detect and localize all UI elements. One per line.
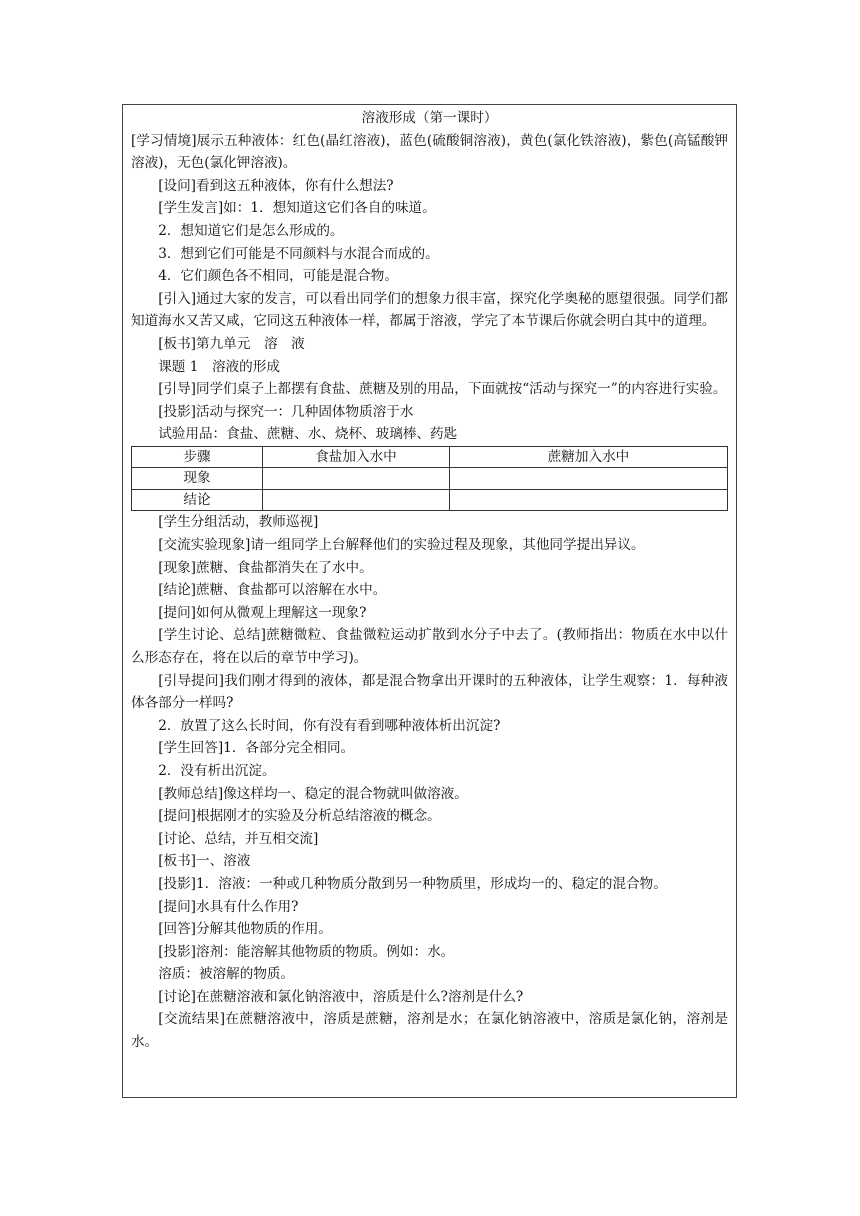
table-cell: 现象 bbox=[132, 468, 263, 490]
table-header-cell: 步骤 bbox=[132, 446, 263, 468]
paragraph: [交流实验现象]请一组同学上台解释他们的实验过程及现象，其他同学提出异议。 bbox=[158, 537, 645, 553]
paragraph: 2．没有析出沉淀。 bbox=[158, 762, 276, 779]
paragraph: 2．想知道它们是怎么形成的。 bbox=[158, 222, 344, 239]
paragraph: [交流结果]在蔗糖溶液中，溶质是蔗糖，溶剂是水；在氯化钠溶液中，溶质是氯化钠，溶剂是水。 bbox=[131, 1011, 728, 1051]
paragraph: [回答]分解其他物质的作用。 bbox=[158, 921, 332, 938]
experiment-table bbox=[131, 446, 728, 512]
paragraph: [引入]通过大家的发言，可以看出同学们的想象力很丰富，探究化学奥秘的愿望很强。同学们都知道海水又苦又咸，它同这五种液体一样，都属于溶液，学完了本节课后你就会明白其中的道理。 bbox=[131, 290, 728, 330]
paragraph: [投影]溶剂：能溶解其他物质的物质。例如：水。 bbox=[158, 943, 455, 960]
paragraph: [引导提问]我们刚才得到的液体，都是混合物拿出开课时的五种液体，让学生观察：1．每种液体各部分一样吗? bbox=[131, 672, 728, 712]
paragraphs-after bbox=[131, 511, 728, 1053]
table-row bbox=[132, 468, 728, 490]
paragraph: [学习情境]展示五种液体：红色(晶红溶液)，蓝色(硫酸铜溶液)，黄色(氯化铁溶液)，紫色(高锰酸钾溶液)，无色(氯化钾溶液)。 bbox=[131, 132, 728, 172]
paragraph: [现象]蔗糖、食盐都消失在了水中。 bbox=[158, 559, 373, 576]
paragraphs-before bbox=[131, 130, 728, 446]
table-header-cell: 食盐加入水中 bbox=[263, 446, 450, 468]
paragraph: [教师总结]像这样均一、稳定的混合物就叫做溶液。 bbox=[158, 785, 468, 802]
paragraph: [投影]活动与探究一：几种固体物质溶于水 bbox=[158, 403, 414, 420]
table-cell bbox=[450, 468, 728, 490]
lesson-content bbox=[131, 107, 728, 1054]
table-header-cell: 蔗糖加入水中 bbox=[450, 446, 728, 468]
table-cell bbox=[450, 489, 728, 511]
lesson-title: 溶液形成（第一课时） bbox=[361, 110, 498, 126]
paragraph: [结论]蔗糖、食盐都可以溶解在水中。 bbox=[158, 582, 387, 599]
paragraph: [讨论]在蔗糖溶液和氯化钠溶液中，溶质是什么?溶剂是什么? bbox=[158, 988, 524, 1005]
paragraph: 3．想到它们可能是不同颜料与水混合而成的。 bbox=[158, 245, 439, 262]
table-row bbox=[132, 489, 728, 511]
paragraph: [引导]同学们桌子上都摆有食盐、蔗糖及别的用品，下面就按“活动与探究一”的内容进行实验。 bbox=[158, 381, 727, 398]
paragraph: 课题 1 溶液的形成 bbox=[158, 358, 280, 375]
paragraph: [板书]一、溶液 bbox=[158, 853, 251, 870]
paragraph: [提问]如何从微观上理解这一现象? bbox=[158, 604, 367, 621]
paragraph: [学生分组活动，教师巡视] bbox=[158, 514, 319, 531]
paragraph: 2．放置了这么长时间，你有没有看到哪种液体析出沉淀? bbox=[158, 717, 501, 734]
paragraph: 4．它们颜色各不相同，可能是混合物。 bbox=[158, 268, 398, 285]
paragraph: [板书]第九单元 溶 液 bbox=[158, 335, 305, 352]
table-cell: 结论 bbox=[132, 489, 263, 511]
table-cell bbox=[263, 468, 450, 490]
lesson-frame bbox=[122, 104, 737, 1098]
table-cell bbox=[263, 489, 450, 511]
table-header-row bbox=[132, 446, 728, 468]
paragraph: [讨论、总结，并互相交流] bbox=[158, 830, 319, 847]
paragraph: 溶质：被溶解的物质。 bbox=[158, 966, 295, 983]
paragraph: [提问]根据刚才的实验及分析总结溶液的概念。 bbox=[158, 808, 441, 825]
paragraph: 试验用品：食盐、蔗糖、水、烧杯、玻璃棒、药匙 bbox=[158, 426, 458, 443]
paragraph: [学生回答]1．各部分完全相同。 bbox=[158, 740, 355, 757]
paragraph: [投影]1．溶液：一种或几种物质分散到另一种物质里，形成均一的、稳定的混合物。 bbox=[158, 875, 667, 892]
paragraph: [学生讨论、总结]蔗糖微粒、食盐微粒运动扩散到水分子中去了。(教师指出：物质在水中以什么形态存在，将在以后的章节中学习)。 bbox=[131, 627, 728, 666]
paragraph: [提问]水具有什么作用? bbox=[158, 898, 299, 915]
paragraph: [学生发言]如：1．想知道这它们各自的味道。 bbox=[158, 200, 436, 217]
paragraph: [设问]看到这五种液体，你有什么想法? bbox=[158, 177, 394, 194]
